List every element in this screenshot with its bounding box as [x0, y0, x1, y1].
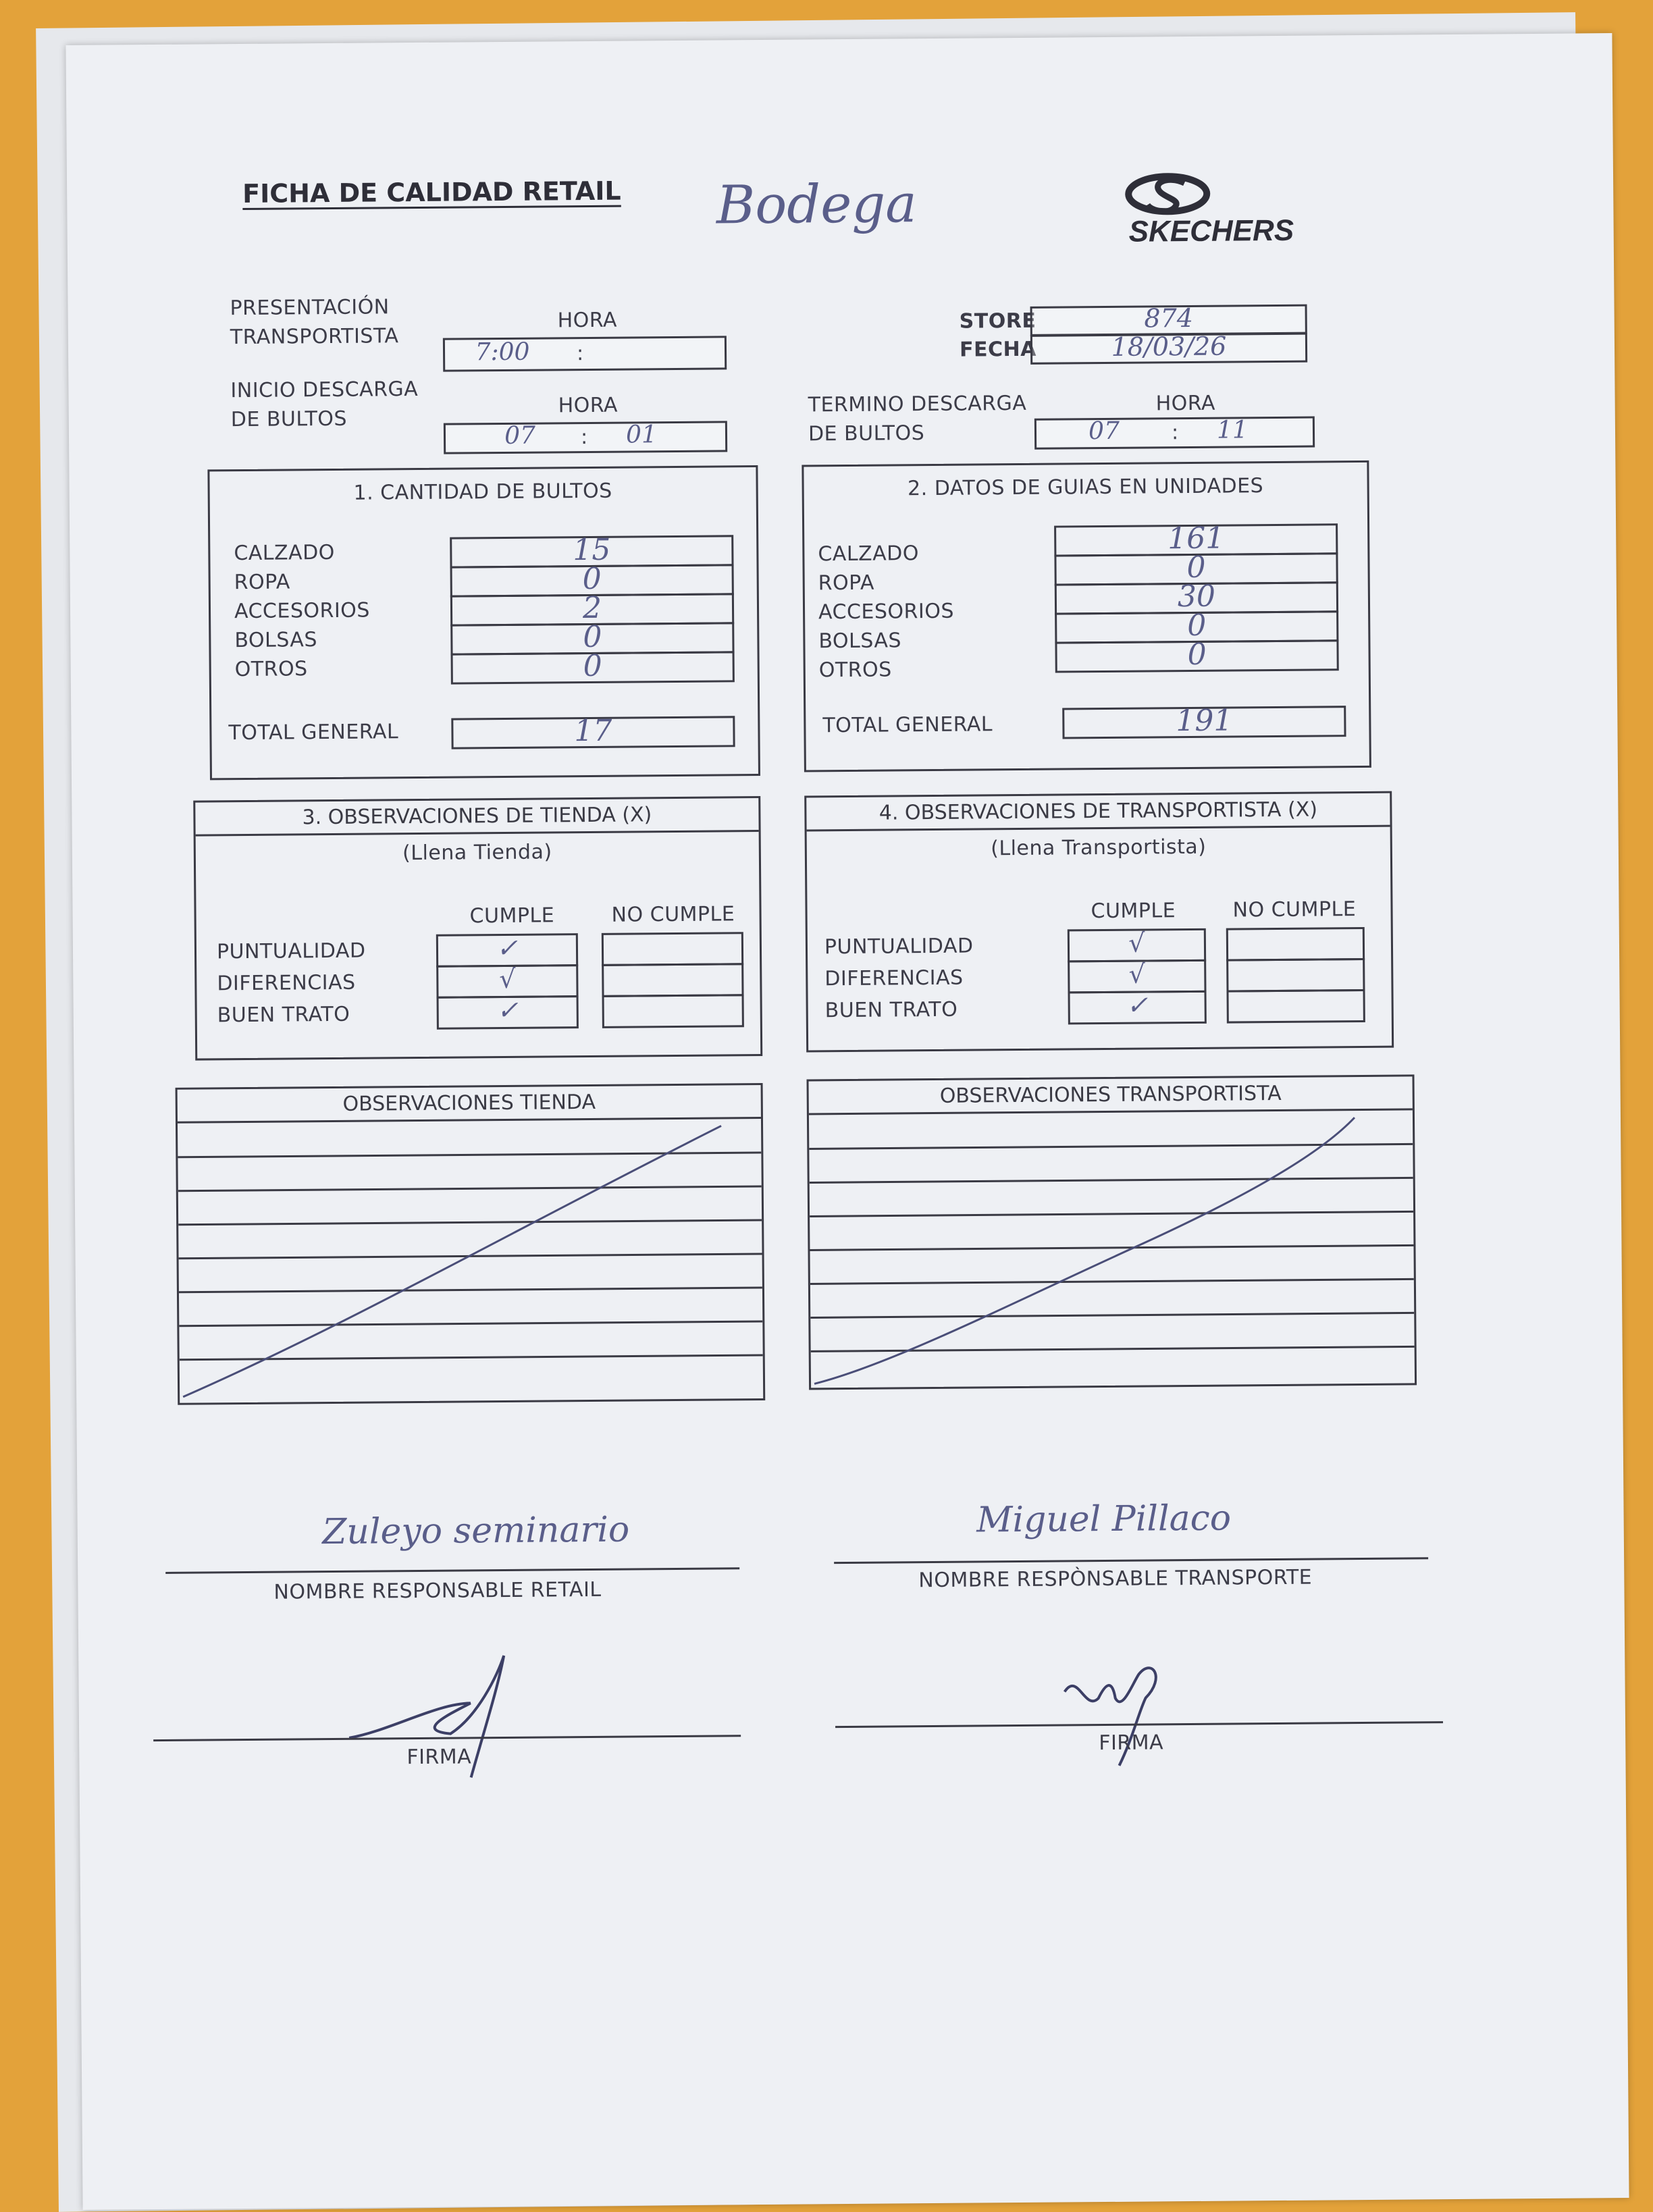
obs-tienda-box[interactable]: [176, 1083, 766, 1405]
section4-col-cumple: CUMPLE: [1091, 899, 1176, 924]
brand-text: SKECHERS: [1128, 213, 1294, 248]
section1-value-0: 15: [573, 532, 611, 568]
inicio-mm: 01: [625, 421, 658, 449]
section1-value-cell-4[interactable]: [451, 648, 735, 684]
obs-tienda-title: OBSERVACIONES TIENDA: [178, 1085, 761, 1124]
obs-transportista-box[interactable]: [807, 1074, 1417, 1390]
handwritten-location: Bodega: [716, 174, 918, 236]
section3-subtitle: (Llena Tienda): [402, 840, 552, 866]
section1-row-label-3: BOLSAS: [234, 628, 318, 653]
section1-value-4: 0: [583, 648, 602, 684]
section4-cumple-cell-2[interactable]: [1068, 991, 1206, 1025]
presentacion-hora-field[interactable]: [443, 336, 727, 371]
retail-name-label: NOMBRE RESPONSABLE RETAIL: [273, 1577, 602, 1604]
section2-row-label-0: CALZADO: [818, 542, 920, 567]
retail-firma-label: FIRMA: [406, 1745, 472, 1770]
termino-label-1: TERMINO DESCARGA: [808, 391, 1027, 417]
section4-col-no-cumple: NO CUMPLE: [1232, 897, 1357, 922]
section1-total-value: 17: [574, 713, 612, 749]
section1-value-1: 0: [582, 561, 602, 597]
section3-cumple-cell-0[interactable]: [436, 933, 578, 968]
retail-name-line: [165, 1567, 739, 1574]
section3-title: 3. OBSERVACIONES DE TIENDA (X): [195, 798, 758, 837]
termino-hh: 07: [1088, 417, 1120, 446]
inicio-hora-label: HORA: [558, 393, 619, 418]
inicio-sep: :: [580, 425, 588, 450]
inicio-hora-field[interactable]: [444, 421, 727, 454]
termino-mm: 11: [1216, 416, 1249, 444]
termino-hora-field[interactable]: [1034, 417, 1315, 450]
section-observaciones-transportista: [804, 791, 1394, 1053]
presentacion-hora-value: 7:00: [475, 338, 530, 367]
section2-row-label-3: BOLSAS: [818, 629, 902, 654]
obs-tienda-lines: [178, 1119, 763, 1403]
inicio-label-2: DE BULTOS: [230, 406, 348, 432]
form-title: FICHA DE CALIDAD RETAIL: [242, 176, 621, 209]
skechers-logo: [1120, 167, 1364, 257]
form-sheet: [65, 33, 1629, 2210]
section1-total-label: TOTAL GENERAL: [228, 720, 399, 745]
section-datos-guias: [802, 460, 1371, 772]
section4-title: 4. OBSERVACIONES DE TRANSPORTISTA (X): [806, 793, 1390, 832]
section1-title: 1. CANTIDAD DE BULTOS: [353, 479, 612, 505]
section3-no-cumple-0: [604, 931, 741, 932]
section2-row-label-2: ACCESORIOS: [818, 599, 955, 625]
section4-cumple-1: √: [1128, 959, 1146, 989]
inicio-hh: 07: [504, 421, 536, 450]
presentacion-label-2: TRANSPORTISTA: [230, 324, 399, 350]
section3-row-label-1: DIFERENCIAS: [217, 970, 356, 996]
transporte-name-line: [834, 1557, 1428, 1564]
section3-cumple-cell-2[interactable]: [437, 995, 579, 1030]
section3-row-label-0: PUNTUALIDAD: [216, 939, 366, 964]
section1-value-2: 2: [582, 590, 602, 626]
section4-cumple-cell-0[interactable]: [1068, 928, 1206, 963]
section3-no-cumple-cell-2[interactable]: [602, 994, 744, 1028]
section1-row-label-1: ROPA: [234, 570, 290, 595]
section1-row-label-4: OTROS: [234, 657, 308, 682]
section4-no-cumple-cell-0[interactable]: [1226, 927, 1365, 962]
presentacion-hora-sep: :: [576, 342, 584, 366]
section3-cumple-2: ✓: [496, 995, 519, 1026]
fecha-label: FECHA: [959, 337, 1037, 362]
section2-value-0: 161: [1167, 521, 1225, 556]
inicio-label-1: INICIO DESCARGA: [230, 377, 419, 403]
section4-row-label-0: PUNTUALIDAD: [824, 934, 974, 959]
obs-transportista-lines: [809, 1110, 1415, 1388]
obs-transportista-title: OBSERVACIONES TRANSPORTISTA: [809, 1076, 1413, 1115]
section3-no-cumple-cell-0[interactable]: [602, 932, 743, 966]
store-label: STORE: [959, 309, 1037, 334]
section2-value-2: 30: [1177, 579, 1216, 614]
section2-value-1: 0: [1186, 550, 1206, 585]
fecha-field[interactable]: [1030, 333, 1307, 365]
section4-cumple-2: ✓: [1126, 990, 1149, 1020]
section1-total-cell[interactable]: [451, 713, 735, 749]
section1-row-label-0: CALZADO: [234, 540, 335, 566]
section4-cumple-cell-1[interactable]: [1068, 959, 1206, 994]
section-observaciones-tienda: [193, 796, 762, 1061]
section1-value-3: 0: [583, 619, 602, 655]
section2-total-label: TOTAL GENERAL: [822, 712, 993, 738]
section3-col-no-cumple: NO CUMPLE: [611, 902, 735, 927]
termino-hora-label: HORA: [1155, 391, 1216, 416]
section4-row-label-2: BUEN TRATO: [824, 997, 958, 1023]
retail-name-value: Zuleyo seminario: [322, 1509, 630, 1553]
section1-row-label-2: ACCESORIOS: [234, 598, 371, 624]
section3-cumple-0: ✓: [496, 932, 519, 964]
fecha-value: 18/03/26: [1111, 331, 1227, 362]
section2-value-cell-4[interactable]: [1055, 639, 1338, 673]
section2-value-3: 0: [1187, 608, 1207, 643]
section4-cumple-0: √: [1128, 928, 1145, 958]
transporte-name-value: Miguel Pillaco: [976, 1498, 1232, 1541]
section3-no-cumple-cell-1[interactable]: [602, 963, 743, 997]
section2-total-value: 191: [1176, 703, 1233, 739]
termino-label-2: DE BULTOS: [808, 421, 925, 446]
section-cantidad-bultos: [207, 465, 760, 780]
presentacion-label-1: PRESENTACIÓN: [230, 295, 390, 321]
section3-row-label-2: BUEN TRATO: [217, 1002, 350, 1028]
section2-row-label-4: OTROS: [818, 658, 892, 683]
termino-sep: :: [1171, 421, 1179, 445]
section2-value-4: 0: [1187, 637, 1207, 673]
presentacion-hora-label: HORA: [557, 308, 618, 333]
store-value: 874: [1144, 302, 1194, 334]
section4-no-cumple-cell-1[interactable]: [1226, 958, 1365, 993]
section2-total-cell[interactable]: [1062, 703, 1346, 739]
section2-row-label-1: ROPA: [818, 571, 875, 596]
section4-no-cumple-cell-2[interactable]: [1226, 989, 1365, 1024]
section3-cumple-cell-1[interactable]: [436, 964, 578, 999]
section4-row-label-1: DIFERENCIAS: [824, 966, 964, 991]
transporte-firma-label: FIRMA: [1099, 1731, 1164, 1756]
section4-no-cumple-0: [1228, 926, 1363, 928]
section3-col-cumple: CUMPLE: [469, 903, 555, 928]
section3-cumple-1: √: [499, 964, 516, 995]
transporte-name-label: NOMBRE RESPÒNSABLE TRANSPORTE: [918, 1565, 1313, 1593]
section4-subtitle: (Llena Transportista): [991, 835, 1207, 861]
section2-title: 2. DATOS DE GUIAS EN UNIDADES: [907, 474, 1264, 501]
